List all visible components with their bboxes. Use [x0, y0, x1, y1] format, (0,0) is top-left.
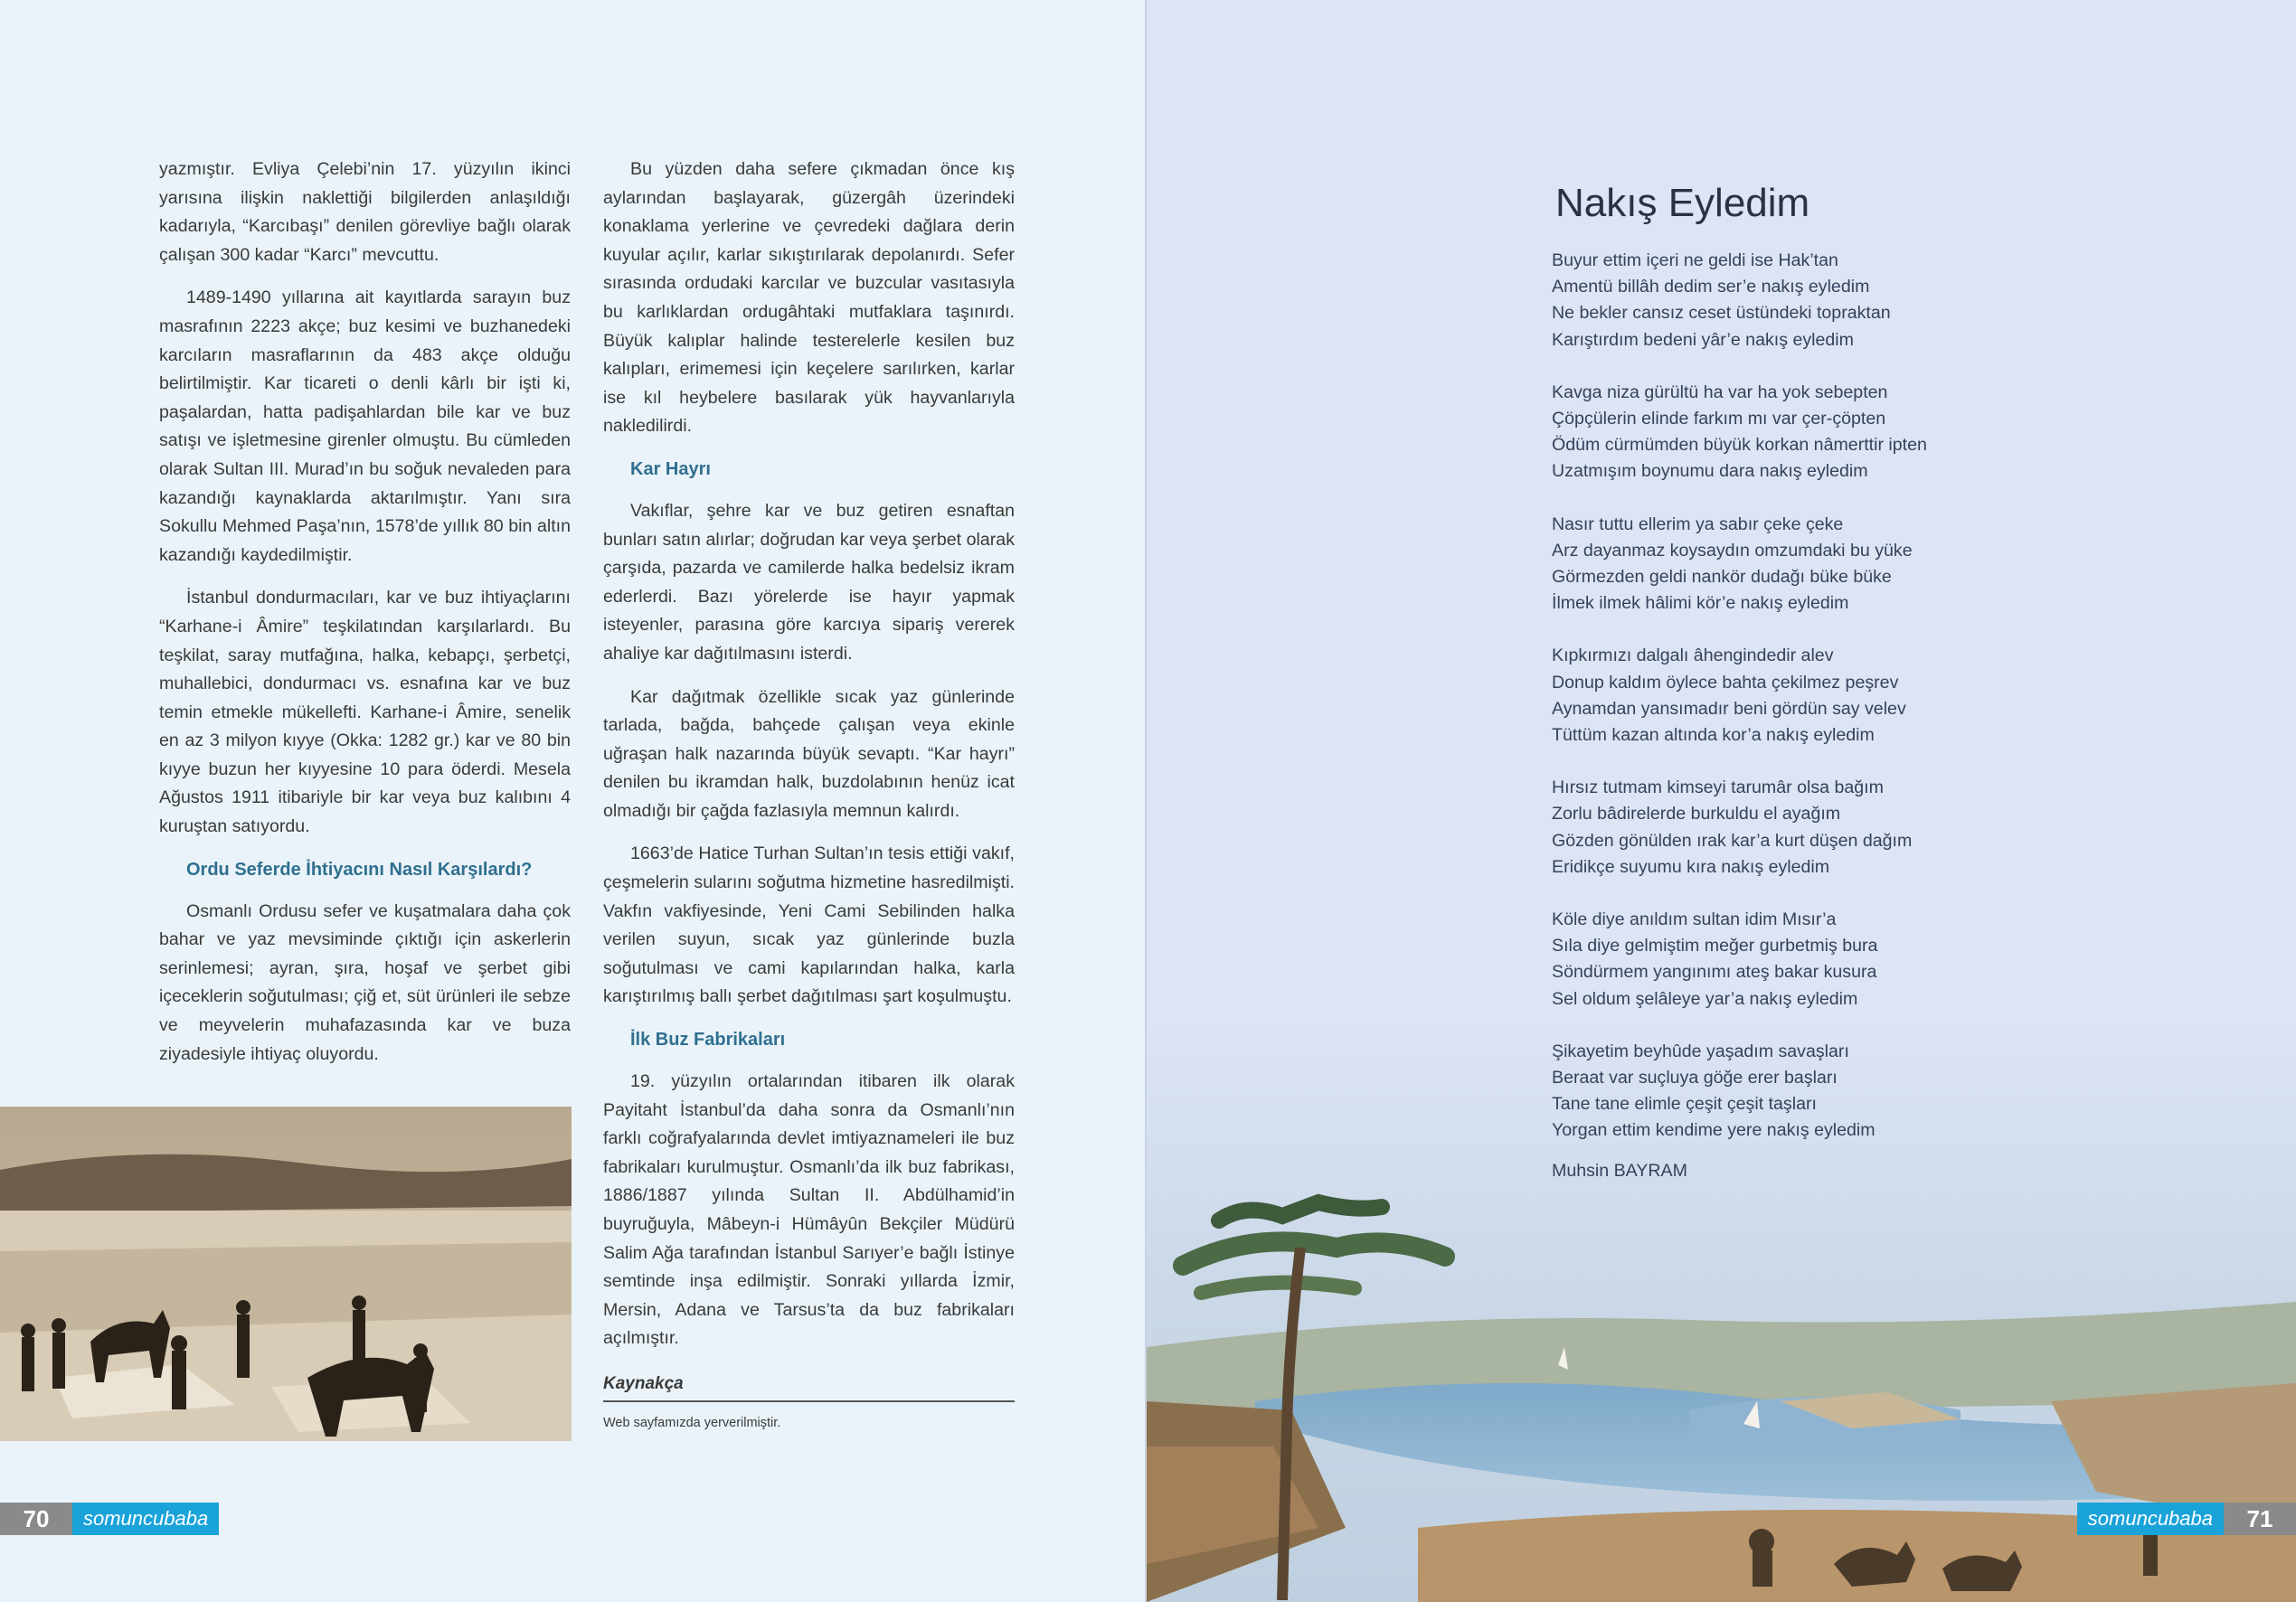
poem-line: Şikayetim beyhûde yaşadım savaşları: [1552, 1041, 1849, 1061]
poem-line: Çöpçülerin elinde farkım mı var çer-çöpten: [1552, 409, 1886, 429]
poem-line: Aynamdan yansımadır beni gördün say velev: [1552, 698, 1906, 719]
poem-line: Donup kaldım öylece bahta çekilmez peşrev: [1552, 672, 1899, 693]
section-heading: Ordu Seferde İhtiyacını Nasıl Karşılardı?: [186, 859, 533, 880]
poem-line: Buyur ettim içeri ne geldi ise Hak’tan: [1552, 250, 1838, 270]
poem-line: Tüttüm kazan altında kor’a nakış eyledim: [1552, 725, 1875, 746]
paragraph: 1489-1490 yıllarına ait kayıtlarda sarayın buz masrafının 2223 akçe; buz kesimi ve buzhanedeki karcıların masraflarının da 483 akçe olduğu belirtilmiştir. Kar ticareti o denli kârlı bir işti ki, paşalardan, hatta padişahlardan bile kar ve buz satışı ve işletmesine girenler olmuştu. Bu cümleden olarak Sultan III. Murad’ın bu soğuk nevaleden para kazandığı kaynaklarda aktarılmıştır. Yanı sıra Sokullu Mehmed Paşa’nın, 1578’de yıllık 80 bin altın kazandığı kaydedilmiştir.: [159, 287, 571, 565]
poem-stanza: [1552, 512, 2058, 617]
poem-line: Hırsız tutmam kimseyi tarumâr olsa bağım: [1552, 777, 1884, 798]
paragraph: Kar dağıtmak özellikle sıcak yaz günlerinde tarlada, bağda, bahçede çalışan veya ekinle uğraşan halk nazarında büyük sevaptı. “Kar hayrı” denilen bu ikramdan halk, buzdolabının henüz icat olmadığı bir çağda fazlasıyla memnun kalırdı.: [603, 686, 1015, 821]
poem-line: Ödüm cürmümden büyük korkan nâmerttir ipten: [1552, 435, 1927, 456]
paragraph: 19. yüzyılın ortalarından itibaren ilk olarak Payitaht İstanbul’da daha sonra da Osmanlı’nın farklı coğrafyalarında devlet imtiyaznameleri ile buz fabrikaları kurulmuştur. Osmanlı’da ilk buz fabrikası, 1886/1887 yılında Sultan II. Abdülhamid’in buyruğuyla, Mâbeyn-i Hümâyûn Bekçiler Müdürü Salim Ağa tarafından İstanbul Sarıyer’e bağlı İstinye semtinde inşa edilmiştir. Sonraki yıllarda İzmir, Mersin, Adana ve Tarsus’ta da buz fabrikaları açılmıştır.: [603, 1071, 1015, 1349]
poem-line: Köle diye anıldım sultan idim Mısır’a: [1552, 909, 1837, 930]
article-column-1: [159, 155, 571, 1083]
poem-line: Görmezden geldi nankör dudağı büke büke: [1552, 567, 1892, 588]
poem-stanza: [1552, 643, 2058, 749]
poem-stanza: [1552, 248, 2058, 353]
poem-stanza: [1552, 907, 2058, 1013]
poem-line: İlmek ilmek hâlimi kör’e nakış eyledim: [1552, 593, 1849, 614]
poem: [1552, 172, 2058, 1184]
poem-stanza: [1552, 1039, 2058, 1145]
page-number: 71: [2224, 1503, 2296, 1535]
brand-logo: somuncubaba: [72, 1503, 219, 1535]
brand-logo: somuncubaba: [2077, 1503, 2224, 1535]
paragraph: 1663’de Hatice Turhan Sultan’ın tesis ettiği vakıf, çeşmelerin sularını soğutma hizmetine hasredilmişti. Vakfın vakfiyesinde, Yeni Cami Sebilinden halka verilen suyun, sıcak yaz günlerinde buzla soğutulması ve cami kapılarından halka, karla karıştırılmış ballı şerbet dağıtılması şart koşulmuştu.: [603, 843, 1015, 1007]
poem-line: Ne bekler cansız ceset üstündeki topraktan: [1552, 303, 1891, 324]
poem-line: Yorgan ettim kendime yere nakış eyledim: [1552, 1120, 1876, 1141]
poem-line: Arz dayanmaz koysaydın omzumdaki bu yüke: [1552, 540, 1913, 561]
right-page: [1147, 0, 2296, 1602]
poem-line: Tane tane elimle çeşit çeşit taşları: [1552, 1094, 1817, 1115]
poem-stanza: [1552, 775, 2058, 881]
left-page: [0, 0, 1147, 1602]
poem-line: Kavga niza gürültü ha var ha yok sebepten: [1552, 382, 1888, 402]
poem-line: Söndürmem yangınımı ateş bakar kusura: [1552, 962, 1877, 983]
section-heading: İlk Buz Fabrikaları: [630, 1030, 786, 1051]
references-text: Web sayfamızda yerverilmiştir.: [603, 1415, 781, 1430]
poem-author: Muhsin BAYRAM: [1552, 1160, 1687, 1181]
paragraph: Vakıflar, şehre kar ve buz getiren esnaftan bunları satın alırlar; doğrudan kar veya şerbet olarak çarşıda, pazarda ve camilerde halka bedelsiz ikram ederlerdi. Bazı yörelerde ise hayır yapmak isteyenler, parasına göre karcıya sipariş vererek ahaliye kar dağıtılmasını isterdi.: [603, 500, 1015, 664]
paragraph: yazmıştır. Evliya Çelebi’nin 17. yüzyılın ikinci yarısına ilişkin naklettiği bilgilerden anlaşıldığı kadarıyla, “Karcıbaşı” denilen görevliye bağlı olarak çalışan 300 kadar “Karcı” mevcuttu.: [159, 159, 571, 265]
poem-line: Gözden gönülden ırak kar’a kurt düşen dağım: [1552, 830, 1913, 851]
poem-line: Sel oldum şelâleye yar’a nakış eyledim: [1552, 988, 1858, 1009]
poem-line: Karıştırdım bedeni yâr’e nakış eyledim: [1552, 329, 1854, 350]
poem-line: Nasır tuttu ellerim ya sabır çeke çeke: [1552, 514, 1844, 534]
paragraph: Osmanlı Ordusu sefer ve kuşatmalara daha çok bahar ve yaz mevsiminde çıktığı için askerlerin serinlemesi; ayran, şıra, hoşaf ve şerbet gibi içeceklerin soğutulması; çiğ et, süt ürünleri ile sebze ve meyvelerin muhafazasında kar ve buza ziyadesiyle ihtiyaç oluyordu.: [159, 900, 571, 1064]
page-number: 70: [0, 1503, 72, 1535]
poem-line: Amentü billâh dedim ser’e nakış eyledim: [1552, 277, 1870, 297]
poem-line: Zorlu bâdirelerde burkuldu el ayağım: [1552, 804, 1841, 825]
section-heading: Kar Hayrı: [630, 458, 711, 479]
ice-harvest-photo: [0, 1107, 572, 1441]
paragraph: Bu yüzden daha sefere çıkmadan önce kış aylarından başlayarak, güzergâh üzerindeki konaklama yerlerine ve çevredeki dağlara derin kuyular açılır, karlar sıkıştırılarak depolanırdı. Sefer sırasında ordudaki karcılar ve buzcular vasıtasıyla bu karlıklardan ordugâhtaki mutfaklara taşınırdı. Büyük kalıplar halinde testerelerle kesilen buz kalıpları, erimemesi için keçelere sarılırken, karlar ise kıl heybelere basılarak yük hayvanlarıyla nakledilirdi.: [603, 159, 1015, 437]
page-footer-left: [0, 1506, 219, 1531]
poem-line: Uzatmışım boynumu dara nakış eyledim: [1552, 461, 1868, 482]
poem-line: Kıpkırmızı dalgalı âhengindedir alev: [1552, 646, 1834, 666]
poem-line: Sıla diye gelmiştim meğer gurbetmiş bura: [1552, 936, 1878, 956]
poem-line: Beraat var suçluya göğe erer başları: [1552, 1068, 1838, 1088]
article-column-2: [603, 155, 1015, 1433]
poem-line: Eridikçe suyumu kıra nakış eyledim: [1552, 856, 1830, 877]
poem-title: Nakış Eyledim: [1555, 181, 1810, 225]
paragraph: İstanbul dondurmacıları, kar ve buz ihtiyaçlarını “Karhane-i Âmire” teşkilatından karşılarlardı. Bu teşkilat, saray mutfağına, halka, kebapçı, şerbetçi, muhallebici, dondurmacı vs. esnafına kar ve buz temin etmekle mükellefti. Karhane-i Âmire, senelik en az 3 milyon kıyye (Okka: 1282 gr.) kar ve 80 bin kıyye buzun her kıyyesine 10 para öderdi. Mesela Ağustos 1911 itibariyle bir kar veya buz kalıbını 4 kuruştan satıyordu.: [159, 588, 571, 837]
references-heading: Kaynakça: [603, 1370, 1015, 1402]
page-footer-right: [2077, 1506, 2296, 1531]
poem-stanza: [1552, 380, 2058, 485]
